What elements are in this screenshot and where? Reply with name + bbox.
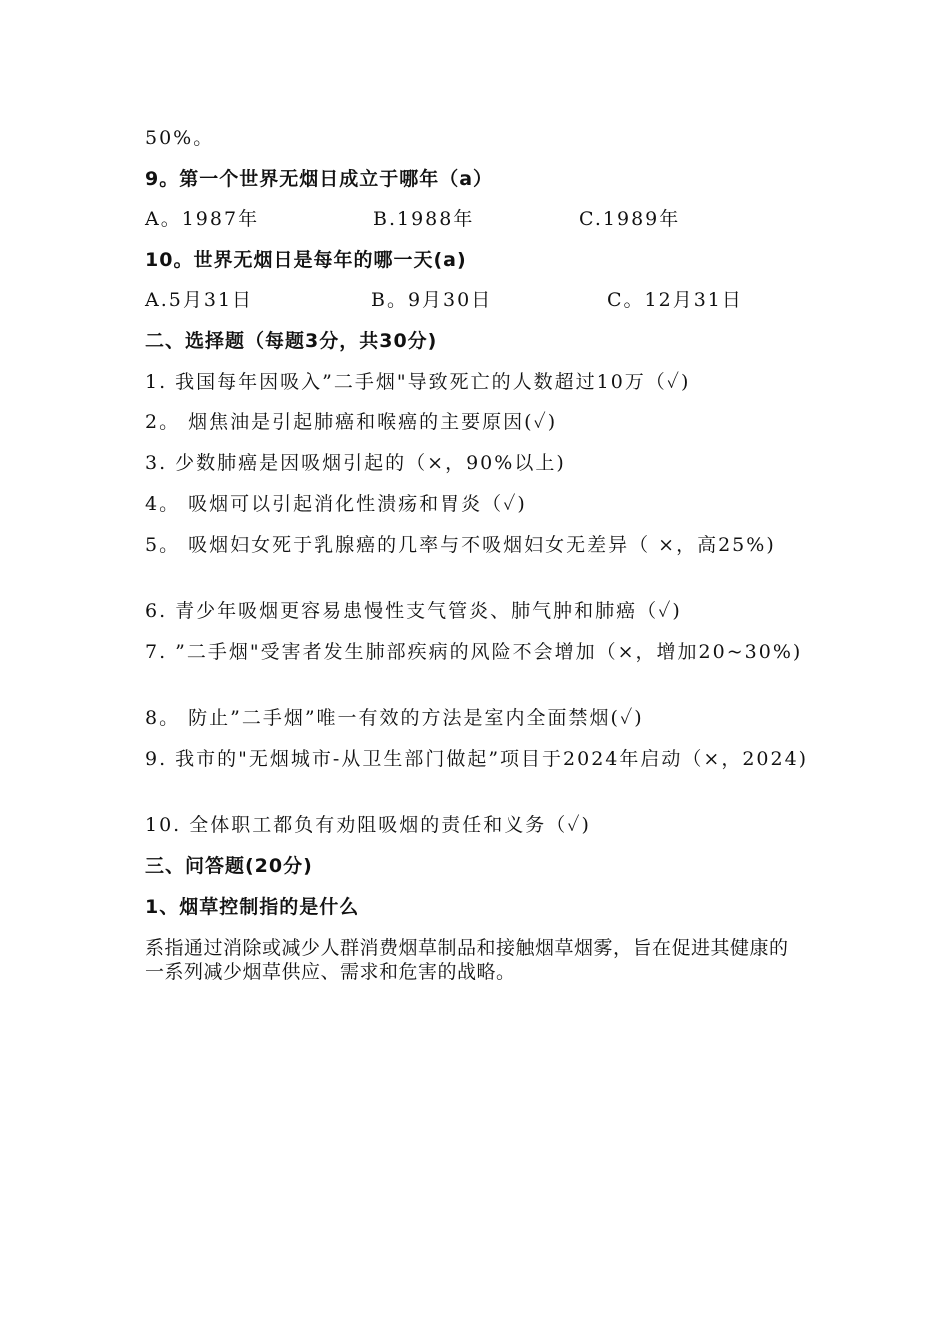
option-a: A.5月31日 bbox=[145, 289, 254, 311]
judgment-item-1: 1. 我国每年因吸入”二手烟"导致死亡的人数超过10万（✓) bbox=[145, 371, 691, 393]
mc-question-9-options bbox=[145, 207, 810, 231]
judgment-item-4: 4。 吸烟可以引起消化性溃疡和胃炎（✓) bbox=[145, 493, 527, 515]
essay-question-1: 1、烟草控制指的是什么 bbox=[145, 896, 360, 918]
judgment-item-6: 6. 青少年吸烟更容易患慢性支气管炎、肺气肿和肺癌（✓) bbox=[145, 600, 682, 622]
option-b: B。9月30日 bbox=[371, 289, 493, 311]
option-b: B.1988年 bbox=[373, 208, 475, 230]
mc-question-10: 10。世界无烟日是每年的哪一天(a) bbox=[145, 249, 467, 271]
judgment-item-7: 7. ”二手烟"受害者发生肺部疾病的风险不会增加（×，增加20~30%) bbox=[145, 641, 803, 663]
mc-question-9: 9。第一个世界无烟日成立于哪年（a） bbox=[145, 168, 494, 190]
judgment-item-3: 3. 少数肺癌是因吸烟引起的（×，90%以上) bbox=[145, 452, 566, 474]
judgment-item-5: 5。 吸烟妇女死于乳腺癌的几率与不吸烟妇女无差异（ ×，高25%) bbox=[145, 534, 776, 556]
option-a: A。1987年 bbox=[145, 208, 260, 230]
judgment-item-10: 10. 全体职工都负有劝阻吸烟的责任和义务（✓) bbox=[145, 814, 591, 836]
section-2-heading: 二、选择题（每题3分，共30分) bbox=[145, 330, 438, 352]
option-c: C。12月31日 bbox=[607, 289, 743, 311]
previous-answer-tail: 50%。 bbox=[145, 127, 215, 149]
mc-question-10-options bbox=[145, 288, 810, 312]
judgment-item-2: 2。 烟焦油是引起肺癌和喉癌的主要原因(✓) bbox=[145, 411, 558, 433]
option-c: C.1989年 bbox=[579, 208, 681, 230]
judgment-item-9: 9. 我市的"无烟城市-从卫生部门做起”项目于2024年启动（×，2024) bbox=[145, 748, 809, 770]
essay-answer-1: 系指通过消除或减少人群消费烟草制品和接触烟草烟雾，旨在促进其健康的一系列减少烟草供应、需求和危害的战略。 bbox=[145, 937, 789, 983]
judgment-item-8: 8。 防止”二手烟”唯一有效的方法是室内全面禁烟(✓) bbox=[145, 707, 644, 729]
section-3-heading: 三、问答题(20分) bbox=[145, 855, 313, 877]
